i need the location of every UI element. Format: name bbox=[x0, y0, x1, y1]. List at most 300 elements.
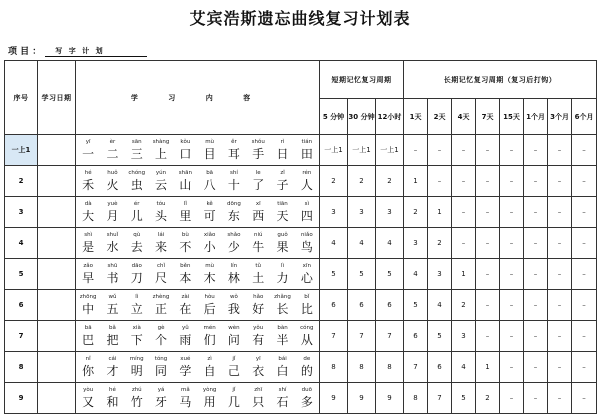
row-seq: 2 bbox=[5, 166, 38, 197]
long-review-cell[interactable]: – bbox=[524, 383, 548, 414]
pinyin: dōng bbox=[227, 200, 241, 207]
header-long-col: 15天 bbox=[500, 99, 524, 135]
hanzi: 明 bbox=[130, 363, 143, 378]
char-box bbox=[76, 232, 319, 255]
long-review-cell[interactable]: 8 bbox=[404, 383, 428, 414]
long-review-cell[interactable]: – bbox=[476, 321, 500, 352]
hanzi: 我 bbox=[227, 301, 240, 316]
short-review-cell[interactable]: 一上1 bbox=[320, 135, 348, 166]
long-review-cell[interactable]: – bbox=[476, 259, 500, 290]
pinyin: shān bbox=[178, 169, 192, 176]
hanzi-row bbox=[76, 393, 319, 410]
pinyin: yǒu bbox=[253, 324, 264, 331]
header-long-col: 1天 bbox=[404, 99, 428, 135]
hanzi-row bbox=[76, 300, 319, 317]
long-review-cell[interactable]: – bbox=[476, 135, 500, 166]
long-review-cell[interactable]: – bbox=[524, 352, 548, 383]
char-box bbox=[76, 201, 319, 224]
header-long-col: 3个月 bbox=[548, 99, 572, 135]
hanzi: 四 bbox=[300, 208, 313, 223]
pinyin: bā bbox=[84, 324, 92, 331]
long-review-cell[interactable]: – bbox=[476, 228, 500, 259]
short-review-cell[interactable]: 4 bbox=[376, 228, 404, 259]
pinyin: xià bbox=[132, 324, 141, 331]
long-review-cell[interactable]: 6 bbox=[428, 352, 452, 383]
short-review-cell[interactable]: 9 bbox=[376, 383, 404, 414]
pinyin: shì bbox=[84, 231, 93, 238]
long-review-cell[interactable]: – bbox=[476, 290, 500, 321]
row-content bbox=[76, 383, 320, 414]
long-review-cell[interactable]: – bbox=[572, 321, 597, 352]
hanzi: 子 bbox=[276, 177, 289, 192]
hanzi: 牙 bbox=[155, 394, 168, 409]
project-value[interactable]: 写 字 计 划 bbox=[45, 46, 147, 57]
char-box bbox=[76, 356, 319, 379]
hanzi: 的 bbox=[300, 363, 313, 378]
header-short-col: 30 分钟 bbox=[348, 99, 376, 135]
pinyin: sān bbox=[131, 138, 142, 145]
long-review-cell[interactable]: – bbox=[548, 228, 572, 259]
long-review-cell[interactable]: 5 bbox=[428, 321, 452, 352]
pinyin: cái bbox=[108, 355, 117, 362]
pinyin: jǐ bbox=[232, 386, 236, 393]
pinyin: bái bbox=[278, 355, 287, 362]
long-review-cell[interactable]: 2 bbox=[404, 197, 428, 228]
pinyin: qù bbox=[133, 231, 141, 238]
hanzi: 天 bbox=[276, 208, 289, 223]
long-review-cell[interactable]: – bbox=[524, 290, 548, 321]
pinyin: dāo bbox=[131, 262, 142, 269]
pinyin: wèn bbox=[228, 324, 240, 331]
pinyin: rì bbox=[280, 138, 285, 145]
short-review-cell[interactable]: 3 bbox=[320, 197, 348, 228]
hanzi: 尺 bbox=[155, 270, 168, 285]
pinyin: hòu bbox=[204, 293, 215, 300]
hanzi: 二 bbox=[106, 146, 119, 161]
pinyin: mén bbox=[203, 324, 216, 331]
hanzi: 问 bbox=[227, 332, 240, 347]
hanzi: 马 bbox=[179, 394, 192, 409]
pinyin: tiān bbox=[277, 200, 288, 207]
pinyin: tóu bbox=[156, 200, 166, 207]
header-date: 学习日期 bbox=[38, 61, 76, 135]
hanzi: 巴 bbox=[82, 332, 95, 347]
long-review-cell[interactable]: – bbox=[548, 259, 572, 290]
pinyin: hé bbox=[109, 386, 116, 393]
hanzi: 木 bbox=[203, 270, 216, 285]
hanzi: 土 bbox=[252, 270, 265, 285]
pinyin: tóng bbox=[154, 355, 168, 362]
hanzi: 下 bbox=[130, 332, 143, 347]
pinyin: bǎ bbox=[109, 324, 116, 331]
row-date-cell[interactable] bbox=[38, 197, 76, 228]
pinyin: hé bbox=[84, 169, 92, 176]
pinyin: shàng bbox=[152, 138, 170, 145]
row-date-cell[interactable] bbox=[38, 290, 76, 321]
hanzi: 石 bbox=[276, 394, 289, 409]
row-seq: 7 bbox=[5, 321, 38, 352]
hanzi: 从 bbox=[300, 332, 313, 347]
long-review-cell[interactable]: – bbox=[476, 166, 500, 197]
pinyin: bù bbox=[181, 231, 189, 238]
pinyin: cóng bbox=[300, 324, 314, 331]
pinyin: yòu bbox=[83, 386, 94, 393]
pinyin: chóng bbox=[128, 169, 146, 176]
hanzi: 五 bbox=[106, 301, 119, 316]
long-review-cell[interactable]: – bbox=[548, 135, 572, 166]
long-review-cell[interactable]: – bbox=[572, 352, 597, 383]
hanzi: 学 bbox=[179, 363, 192, 378]
hanzi: 林 bbox=[227, 270, 240, 285]
long-review-cell[interactable]: – bbox=[500, 259, 524, 290]
long-review-cell[interactable]: – bbox=[572, 197, 597, 228]
hanzi: 们 bbox=[203, 332, 216, 347]
page-title: 艾宾浩斯遗忘曲线复习计划表 bbox=[189, 9, 411, 28]
hanzi-row bbox=[76, 331, 319, 348]
long-review-cell[interactable]: – bbox=[500, 228, 524, 259]
hanzi: 火 bbox=[106, 177, 119, 192]
hanzi: 大 bbox=[82, 208, 95, 223]
hanzi: 果 bbox=[276, 239, 289, 254]
pinyin: zhī bbox=[254, 386, 263, 393]
hanzi: 把 bbox=[106, 332, 119, 347]
long-review-cell[interactable]: – bbox=[500, 135, 524, 166]
pinyin: yǔ bbox=[181, 324, 189, 331]
header-seq: 序号 bbox=[5, 61, 38, 135]
row-seq: 一上1 bbox=[5, 135, 38, 166]
header-long-col: 1个月 bbox=[524, 99, 548, 135]
long-review-cell[interactable]: – bbox=[548, 352, 572, 383]
hanzi: 去 bbox=[130, 239, 143, 254]
pinyin: nǐ bbox=[85, 355, 91, 362]
pinyin: zhú bbox=[131, 386, 142, 393]
pinyin: mù bbox=[205, 262, 215, 269]
long-review-cell[interactable]: – bbox=[524, 321, 548, 352]
hanzi: 后 bbox=[203, 301, 216, 316]
char-box bbox=[76, 325, 319, 348]
short-review-cell[interactable]: 7 bbox=[348, 321, 376, 352]
long-review-cell[interactable]: – bbox=[500, 352, 524, 383]
long-review-cell[interactable]: 5 bbox=[404, 290, 428, 321]
hanzi: 头 bbox=[155, 208, 168, 223]
pinyin: lì bbox=[280, 262, 285, 269]
pinyin: rén bbox=[302, 169, 312, 176]
header-short-col: 12小时 bbox=[376, 99, 404, 135]
short-review-cell[interactable]: 6 bbox=[376, 290, 404, 321]
pinyin: shū bbox=[107, 262, 118, 269]
pinyin: huǒ bbox=[107, 169, 118, 176]
char-box bbox=[76, 387, 319, 410]
long-review-cell[interactable]: – bbox=[404, 135, 428, 166]
header-long-col: 6个月 bbox=[572, 99, 597, 135]
hanzi: 有 bbox=[252, 332, 265, 347]
pinyin: ér bbox=[133, 200, 140, 207]
hanzi: 八 bbox=[203, 177, 216, 192]
char-box bbox=[76, 170, 319, 193]
long-review-cell[interactable]: – bbox=[452, 135, 476, 166]
hanzi: 可 bbox=[203, 208, 216, 223]
short-review-cell[interactable]: 3 bbox=[376, 197, 404, 228]
pinyin: zǎo bbox=[83, 262, 93, 269]
short-review-cell[interactable]: 8 bbox=[320, 352, 348, 383]
pinyin: bǐ bbox=[304, 293, 310, 300]
row-seq: 4 bbox=[5, 228, 38, 259]
row-seq: 8 bbox=[5, 352, 38, 383]
long-review-cell[interactable]: 2 bbox=[428, 228, 452, 259]
pinyin: xiǎo bbox=[203, 231, 216, 238]
hanzi: 比 bbox=[300, 301, 313, 316]
short-review-cell[interactable]: 一上1 bbox=[348, 135, 376, 166]
short-review-cell[interactable]: 3 bbox=[348, 197, 376, 228]
long-review-cell[interactable]: 1 bbox=[404, 166, 428, 197]
hanzi: 中 bbox=[82, 301, 95, 316]
hanzi: 西 bbox=[252, 208, 265, 223]
table-row bbox=[5, 166, 597, 197]
long-review-cell[interactable]: – bbox=[572, 166, 597, 197]
hanzi: 月 bbox=[106, 208, 119, 223]
long-review-cell[interactable]: 1 bbox=[452, 259, 476, 290]
hanzi: 山 bbox=[179, 177, 192, 192]
pinyin: lì bbox=[135, 293, 139, 300]
hanzi: 日 bbox=[276, 146, 289, 161]
long-review-cell[interactable]: 3 bbox=[428, 259, 452, 290]
long-review-cell[interactable]: – bbox=[524, 135, 548, 166]
pinyin: zhōng bbox=[79, 293, 97, 300]
table-row bbox=[5, 383, 597, 414]
hanzi: 力 bbox=[276, 270, 289, 285]
review-schedule-table bbox=[4, 60, 597, 414]
short-review-cell[interactable]: 5 bbox=[348, 259, 376, 290]
long-review-cell[interactable]: – bbox=[500, 383, 524, 414]
hanzi: 只 bbox=[252, 394, 265, 409]
long-review-cell[interactable]: 2 bbox=[476, 383, 500, 414]
hanzi: 长 bbox=[276, 301, 289, 316]
hanzi-row bbox=[76, 207, 319, 224]
short-review-cell[interactable]: 6 bbox=[348, 290, 376, 321]
long-review-cell[interactable]: – bbox=[524, 228, 548, 259]
pinyin: xīn bbox=[302, 262, 311, 269]
short-review-cell[interactable]: 4 bbox=[320, 228, 348, 259]
pinyin: tǔ bbox=[255, 262, 262, 269]
long-review-cell[interactable]: 7 bbox=[404, 352, 428, 383]
long-review-cell[interactable]: 3 bbox=[404, 228, 428, 259]
pinyin: zǐ bbox=[280, 169, 285, 176]
long-review-cell[interactable]: 4 bbox=[404, 259, 428, 290]
pinyin: jǐ bbox=[232, 355, 236, 362]
header-long-col: 2天 bbox=[428, 99, 452, 135]
header-long-group: 长期记忆复习周期（复习后打钩） bbox=[404, 61, 597, 99]
row-content bbox=[76, 197, 320, 228]
short-review-cell[interactable]: 5 bbox=[376, 259, 404, 290]
long-review-cell[interactable]: – bbox=[572, 383, 597, 414]
pinyin: míng bbox=[129, 355, 144, 362]
hanzi-row bbox=[76, 238, 319, 255]
row-seq: 9 bbox=[5, 383, 38, 414]
long-review-cell[interactable]: – bbox=[476, 197, 500, 228]
pinyin: lǐ bbox=[183, 200, 187, 207]
hanzi: 心 bbox=[300, 270, 313, 285]
pinyin: zài bbox=[181, 293, 190, 300]
hanzi: 在 bbox=[179, 301, 192, 316]
long-review-cell[interactable]: – bbox=[500, 166, 524, 197]
short-review-cell[interactable]: 2 bbox=[376, 166, 404, 197]
pinyin: zhǎng bbox=[274, 293, 291, 300]
hanzi: 人 bbox=[300, 177, 313, 192]
pinyin: bā bbox=[206, 169, 214, 176]
long-review-cell[interactable]: – bbox=[500, 197, 524, 228]
row-date-cell[interactable] bbox=[38, 321, 76, 352]
pinyin: shuǐ bbox=[106, 231, 119, 238]
short-review-cell[interactable]: 一上1 bbox=[376, 135, 404, 166]
hanzi: 书 bbox=[106, 270, 119, 285]
pinyin: wǒ bbox=[229, 293, 238, 300]
short-review-cell[interactable]: 6 bbox=[320, 290, 348, 321]
row-date-cell[interactable] bbox=[38, 352, 76, 383]
hanzi: 和 bbox=[106, 394, 119, 409]
row-date-cell[interactable] bbox=[38, 383, 76, 414]
long-review-cell[interactable]: – bbox=[428, 166, 452, 197]
long-review-cell[interactable]: – bbox=[548, 290, 572, 321]
long-review-cell[interactable]: 3 bbox=[452, 321, 476, 352]
long-review-cell[interactable]: – bbox=[548, 166, 572, 197]
short-review-cell[interactable]: 7 bbox=[320, 321, 348, 352]
table-row bbox=[5, 259, 597, 290]
row-date-cell[interactable] bbox=[38, 135, 76, 166]
long-review-cell[interactable]: – bbox=[524, 197, 548, 228]
char-box bbox=[76, 294, 319, 317]
long-review-cell[interactable]: – bbox=[524, 166, 548, 197]
char-box bbox=[76, 139, 319, 162]
hanzi: 目 bbox=[203, 146, 216, 161]
hanzi: 才 bbox=[106, 363, 119, 378]
short-review-cell[interactable]: 9 bbox=[320, 383, 348, 414]
header-short-col: 5 分钟 bbox=[320, 99, 348, 135]
pinyin: hǎo bbox=[253, 293, 264, 300]
long-review-cell[interactable]: – bbox=[548, 383, 572, 414]
row-seq: 3 bbox=[5, 197, 38, 228]
long-review-cell[interactable]: 1 bbox=[476, 352, 500, 383]
long-review-cell[interactable]: 6 bbox=[404, 321, 428, 352]
short-review-cell[interactable]: 2 bbox=[348, 166, 376, 197]
long-review-cell[interactable]: – bbox=[572, 290, 597, 321]
row-content bbox=[76, 321, 320, 352]
pinyin: xué bbox=[180, 355, 191, 362]
hanzi: 不 bbox=[179, 239, 192, 254]
project-label: 项 目 ： bbox=[8, 47, 42, 57]
header-long-col: 4天 bbox=[452, 99, 476, 135]
short-review-cell[interactable]: 8 bbox=[348, 352, 376, 383]
long-review-cell[interactable]: – bbox=[548, 197, 572, 228]
hanzi: 刀 bbox=[130, 270, 143, 285]
long-review-cell[interactable]: – bbox=[572, 259, 597, 290]
short-review-cell[interactable]: 9 bbox=[348, 383, 376, 414]
hanzi: 用 bbox=[203, 394, 216, 409]
long-review-cell[interactable]: 7 bbox=[428, 383, 452, 414]
pinyin: tián bbox=[301, 138, 313, 145]
pinyin: shǒu bbox=[251, 138, 265, 145]
short-review-cell[interactable]: 5 bbox=[320, 259, 348, 290]
hanzi: 牛 bbox=[252, 239, 265, 254]
short-review-cell[interactable]: 4 bbox=[348, 228, 376, 259]
pinyin: xī bbox=[255, 200, 261, 207]
hanzi: 立 bbox=[130, 301, 143, 316]
row-content bbox=[76, 259, 320, 290]
hanzi: 你 bbox=[82, 363, 95, 378]
pinyin: niǎo bbox=[300, 231, 313, 238]
hanzi: 一 bbox=[82, 146, 95, 161]
table-row bbox=[5, 290, 597, 321]
pinyin: yī bbox=[255, 355, 261, 362]
hanzi: 儿 bbox=[130, 208, 143, 223]
long-review-cell[interactable]: – bbox=[452, 197, 476, 228]
table-row bbox=[5, 352, 597, 383]
pinyin: niú bbox=[253, 231, 263, 238]
hanzi: 己 bbox=[227, 363, 240, 378]
row-date-cell[interactable] bbox=[38, 166, 76, 197]
pinyin: lái bbox=[157, 231, 165, 238]
hanzi: 虫 bbox=[130, 177, 143, 192]
long-review-cell[interactable]: 2 bbox=[452, 290, 476, 321]
short-review-cell[interactable]: 2 bbox=[320, 166, 348, 197]
short-review-cell[interactable]: 7 bbox=[376, 321, 404, 352]
long-review-cell[interactable]: – bbox=[524, 259, 548, 290]
header-content: 学 习 内 容 bbox=[76, 61, 320, 135]
long-review-cell[interactable]: 5 bbox=[452, 383, 476, 414]
hanzi: 水 bbox=[106, 239, 119, 254]
pinyin: sì bbox=[304, 200, 310, 207]
long-review-cell[interactable]: – bbox=[452, 228, 476, 259]
long-review-cell[interactable]: – bbox=[452, 166, 476, 197]
hanzi: 耳 bbox=[227, 146, 240, 161]
hanzi: 正 bbox=[155, 301, 168, 316]
hanzi: 又 bbox=[82, 394, 95, 409]
long-review-cell[interactable]: – bbox=[500, 290, 524, 321]
long-review-cell[interactable]: 4 bbox=[428, 290, 452, 321]
hanzi: 东 bbox=[227, 208, 240, 223]
row-date-cell[interactable] bbox=[38, 259, 76, 290]
hanzi: 好 bbox=[252, 301, 265, 316]
row-content bbox=[76, 166, 320, 197]
row-date-cell[interactable] bbox=[38, 228, 76, 259]
hanzi-row bbox=[76, 362, 319, 379]
long-review-cell[interactable]: – bbox=[428, 135, 452, 166]
row-seq: 6 bbox=[5, 290, 38, 321]
pinyin: shǎo bbox=[227, 231, 241, 238]
short-review-cell[interactable]: 8 bbox=[376, 352, 404, 383]
pinyin: lín bbox=[230, 262, 238, 269]
long-review-cell[interactable]: 1 bbox=[428, 197, 452, 228]
row-content bbox=[76, 135, 320, 166]
pinyin: guǒ bbox=[277, 231, 288, 238]
long-review-cell[interactable]: 4 bbox=[452, 352, 476, 383]
pinyin: gè bbox=[157, 324, 165, 331]
hanzi: 手 bbox=[252, 146, 265, 161]
long-review-cell[interactable]: – bbox=[572, 135, 597, 166]
long-review-cell[interactable]: – bbox=[572, 228, 597, 259]
pinyin: běn bbox=[180, 262, 191, 269]
row-content bbox=[76, 352, 320, 383]
hanzi: 自 bbox=[203, 363, 216, 378]
hanzi: 里 bbox=[179, 208, 192, 223]
project-field bbox=[8, 44, 147, 57]
long-review-cell[interactable]: – bbox=[500, 321, 524, 352]
hanzi: 了 bbox=[252, 177, 265, 192]
hanzi: 上 bbox=[155, 146, 168, 161]
pinyin: chǐ bbox=[157, 262, 166, 269]
pinyin: duō bbox=[301, 386, 312, 393]
hanzi: 三 bbox=[130, 146, 143, 161]
long-review-cell[interactable]: – bbox=[548, 321, 572, 352]
